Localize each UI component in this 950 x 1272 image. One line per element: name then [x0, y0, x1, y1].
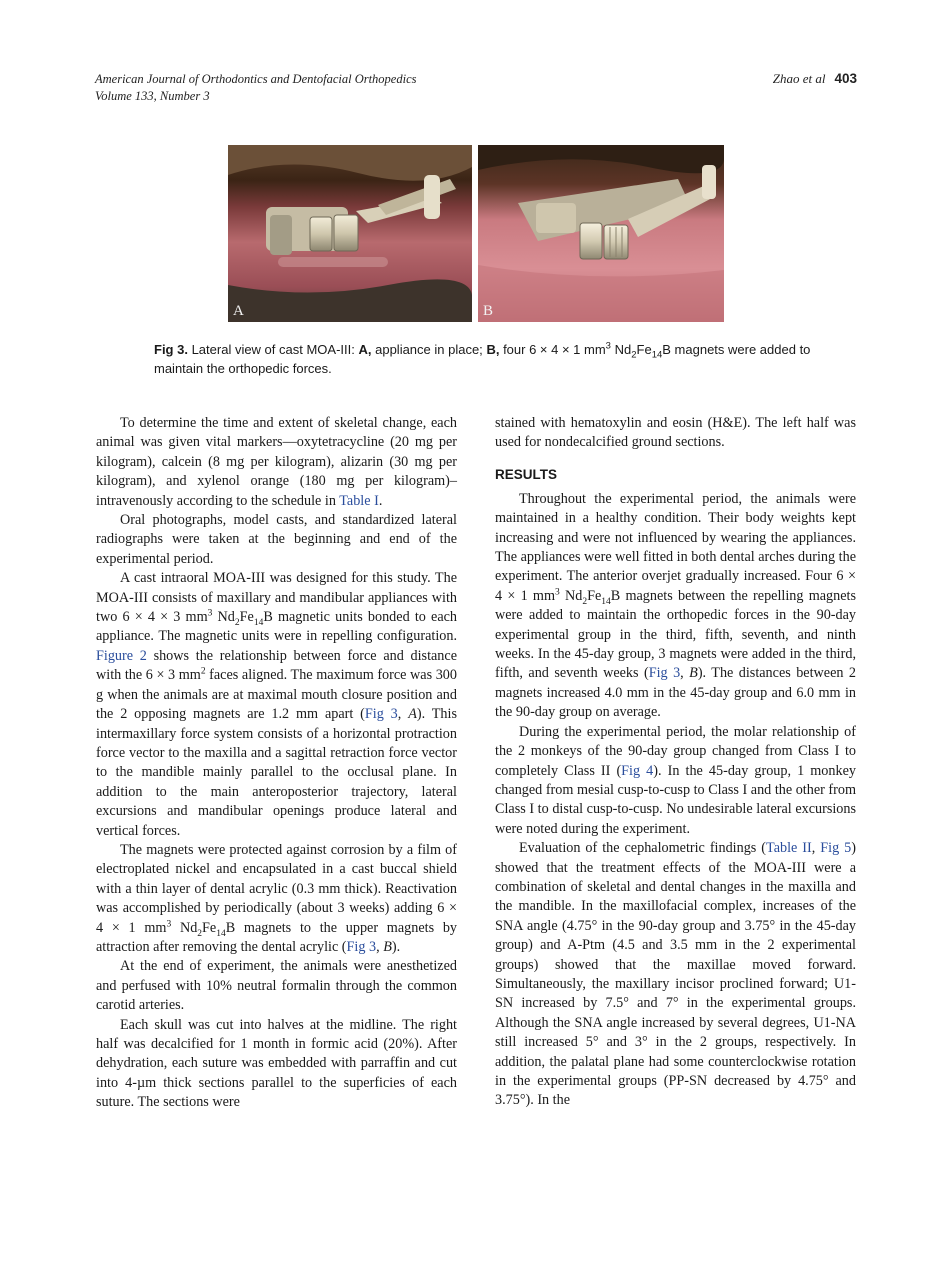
- panel-label-b: B: [483, 303, 494, 319]
- body-column-left: [96, 414, 457, 1113]
- caption-label: Fig 3.: [154, 342, 188, 357]
- text: B magnets between the repelling magnets were added to maintain the orthopedic forces in the 90-day experimental group in the third, fifth, seventh, and ninth weeks. In the 45-day group, 3 magnets were added in the third, fifth, and seventh weeks (: [495, 587, 856, 682]
- text: ,: [811, 840, 821, 857]
- paragraph: [495, 839, 856, 1111]
- paragraph: [96, 414, 457, 511]
- text: ,: [397, 706, 409, 723]
- text: Evaluation of the cephalometric findings (: [519, 840, 767, 857]
- text: Fe: [202, 919, 217, 936]
- intraoral-photo-b: [478, 145, 724, 322]
- figure-link[interactable]: Fig 3: [364, 706, 398, 723]
- superscript: 2: [200, 666, 206, 677]
- journal-volume: Volume 133, Number 3: [95, 88, 210, 103]
- subscript: 2: [234, 617, 240, 628]
- paragraph: [96, 569, 457, 841]
- paragraph: [96, 841, 457, 957]
- caption-text: Fe: [636, 342, 652, 357]
- figure-photo-a: [228, 145, 472, 322]
- caption-text: appliance in place;: [375, 342, 483, 357]
- text: Fe: [587, 587, 602, 604]
- paragraph: Oral photographs, model casts, and standardized lateral radiographs were taken at the beginning and end of the experimental period.: [96, 512, 457, 567]
- intraoral-photo-a: [228, 145, 472, 322]
- figure-link[interactable]: Fig 3: [346, 938, 377, 955]
- caption-text: B magnets were added to maintain the orthopedic forces.: [154, 342, 811, 376]
- text: During the experimental period, the molar relationship of the 2 monkeys of the 90-day group changed from Class I to completely Class II (: [495, 723, 856, 779]
- text: Nd: [171, 919, 198, 936]
- superscript: 3: [166, 918, 172, 929]
- panel-label-a: A: [233, 303, 244, 319]
- subscript: 2: [582, 596, 588, 607]
- caption-panel-b: B,: [486, 342, 500, 357]
- subscript: 2: [631, 349, 637, 361]
- running-header-page: [773, 71, 857, 87]
- text: A cast intraoral MOA-III was designed for this study. The MOA-III consists of maxillary and mandibular appliances with two 6 × 4 × 3 mm: [96, 570, 457, 626]
- superscript: 3: [605, 340, 611, 352]
- text: ). This intermaxillary force system consists of a horizontal protraction force vector to the maxilla and a sagittal retraction force vector to the mandible mainly parallel to the occlusal plane. In addition to the main anteroposterior trajectory, lateral excursions and mandibular openings produce lateral and vertical forces.: [96, 706, 457, 839]
- text: ). The distances between 2 magnets increased 4.0 mm in the 45-day group and 6.0 mm in the 90-day group on average.: [495, 665, 856, 721]
- subscript: 14: [651, 349, 663, 361]
- text: B magnetic units bonded to each appliance. The magnetic units were in repelling configuration.: [96, 609, 458, 645]
- paragraph: Each skull was cut into halves at the midline. The right half was decalcified for 1 month in formic acid (20%). After dehydration, each suture was embedded with parraffin and cut into 4-µm thick sections parallel to the superficies of each suture. The sections were: [96, 1016, 457, 1111]
- figure-link[interactable]: Fig 4: [621, 762, 654, 779]
- text: The magnets were protected against corrosion by a film of electroplated nickel and encapsulated in a cast buccal shield with a thin layer of dental acrylic (0.3 mm thick). Reactivation was accomplished by periodically (about 3 weeks) adding 6 × 4 × 1 mm: [96, 841, 457, 936]
- text: ).: [391, 938, 401, 955]
- text: .: [378, 492, 383, 509]
- paragraph: [495, 490, 856, 723]
- text: ). In the 45-day group, 1 monkey changed from mesial cusp-to-cusp to Class I and the other from Class I to distal cusp-to-cusp. No undesirable lateral excursions were noted during the experiment.: [495, 762, 856, 837]
- text: To determine the time and extent of skeletal change, each animal was given vital markers—oxytetracycline (20 mg per kilogram), calcein (8 mg per kilogram), alizarin (30 mg per kilogram), and xylenol orange (180 mg per kilogram)–intravenously according to the schedule in: [96, 415, 457, 509]
- paragraph: stained with hematoxylin and eosin (H&E). The left half was used for nondecalcified ground sections.: [495, 415, 856, 451]
- text: ,: [680, 665, 690, 682]
- text: ,: [376, 938, 384, 955]
- text: faces aligned. The maximum force was 300 g when the animals are at maximal mouth closure position and the 2 opposing magnets are 1.2 mm apart (: [96, 667, 457, 723]
- figure-link[interactable]: Figure 2: [96, 647, 147, 664]
- running-header-journal: [95, 71, 417, 104]
- text: Fe: [239, 609, 254, 626]
- caption-panel-a: A,: [358, 342, 372, 357]
- text: Nd: [212, 609, 235, 626]
- paragraph: At the end of experiment, the animals were anesthetized and perfused with 10% neutral formalin through the common carotid arteries.: [96, 958, 457, 1014]
- journal-title: American Journal of Orthodontics and Dentofacial Orthopedics: [95, 72, 417, 86]
- text: ) showed that the treatment effects of the MOA-III were a combination of skeletal and dental changes in the maxilla and the mandible. In the maxillofacial complex, increases of the SNA angle (4.75° in the 90-day group and 3.75° in the 45-day group) and A-Ptm (4.5 and 3.5 mm in the 2 experimental groups) showed that the maxillae moved forward. Simultaneously, the maxillary incisor proclined forward; U1-SN increased by 7.5° and 7° in the experimental groups. Although the SNA angle increased by several degrees, U1-NA still increased 5° and 3° in the 2 groups, respectively. In addition, the palatal plane had some counterclockwise rotation in the experimental groups (PP-SN decreased by 4.75° and 3.75°). In the: [495, 840, 856, 1109]
- figure-link[interactable]: Fig 3: [648, 665, 681, 682]
- section-heading-results: RESULTS: [495, 466, 558, 482]
- subscript: 2: [197, 928, 203, 939]
- italic-text: A: [408, 706, 417, 723]
- text: B magnets to the upper magnets by attraction after removing the dental acrylic (: [96, 919, 458, 955]
- text: Throughout the experimental period, the animals were maintained in a healthy condition. Their body weights kept increasing and were not influenced by wearing the appliances. The appliances were well fitted in both dental arches during the experiment. The anterior overjet gradually increased. Four 6 × 4 × 1 mm: [495, 490, 856, 604]
- table-link[interactable]: Table I: [339, 492, 379, 509]
- author-line: Zhao et al: [772, 71, 826, 86]
- table-link[interactable]: Table II: [766, 840, 812, 857]
- figure-link[interactable]: Fig 5: [820, 840, 852, 857]
- subscript: 14: [216, 928, 226, 939]
- caption-text: Nd: [614, 342, 632, 357]
- page-number: 403: [834, 71, 857, 86]
- figure-caption: [154, 341, 814, 378]
- body-column-right: [495, 414, 856, 1111]
- superscript: 3: [207, 608, 213, 619]
- italic-text: B: [689, 665, 698, 682]
- paragraph: [495, 723, 856, 839]
- subscript: 14: [253, 617, 264, 628]
- caption-text: four 6 × 4 × 1 mm: [503, 342, 606, 357]
- italic-text: B: [383, 938, 392, 955]
- text: shows the relationship between force and distance with the 6 × 3 mm: [96, 647, 457, 684]
- caption-text: Lateral view of cast MOA-III:: [191, 342, 355, 357]
- text: Nd: [559, 587, 583, 604]
- subscript: 14: [601, 596, 611, 607]
- superscript: 3: [554, 587, 560, 598]
- figure-photo-b: [478, 145, 724, 322]
